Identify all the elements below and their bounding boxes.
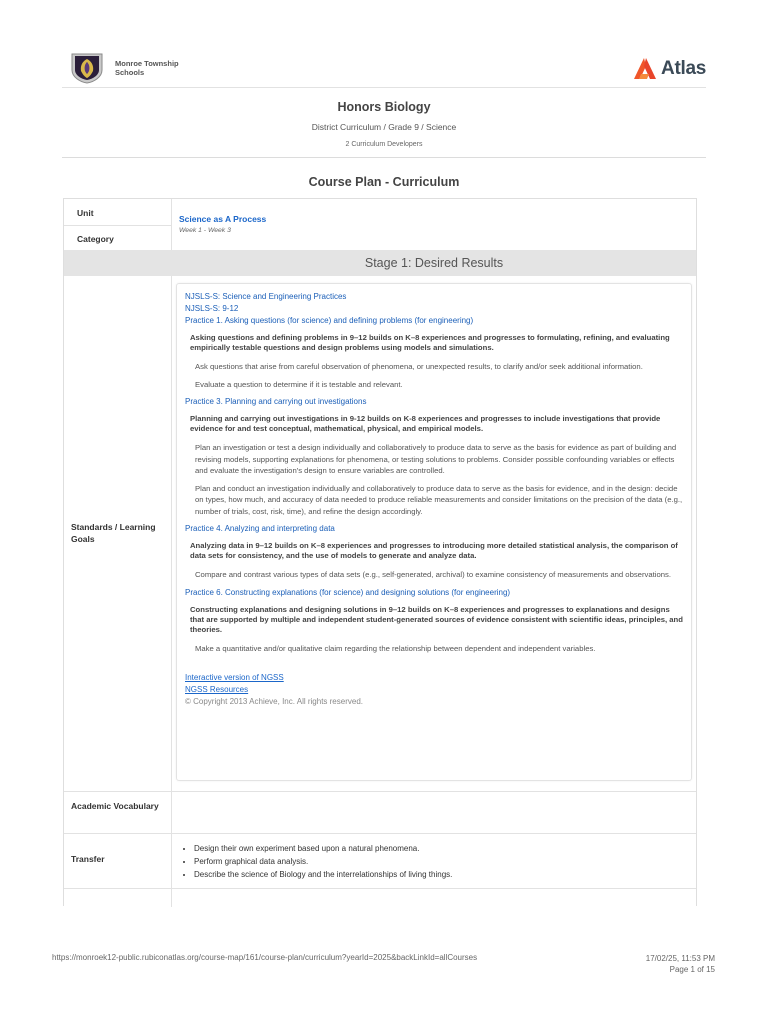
practice-description: Planning and carrying out investigations in 9-12 builds on K-8 experiences and progresses to include investigations that provide evidence for and test conceptual, mathematical, physical, and empirical models.: [190, 414, 661, 433]
list-item: • Design their own experiment based upon a natural phenomena.: [194, 842, 452, 855]
course-title: Honors Biology: [337, 100, 431, 114]
page-header: [62, 50, 706, 88]
school-shield-logo-icon: [70, 52, 104, 84]
copyright-text: © Copyright 2013 Achieve, Inc. All rights reserved.: [185, 697, 363, 706]
standards-card: [176, 283, 692, 781]
column-divider: [171, 276, 172, 907]
practice-description: Constructing explanations and designing solutions in 9–12 builds on K–8 experiences and progresses to explanations and designs that are supported by multiple and independent student-generated sources of evidence consistent with scientific ideas, principles, and theories.: [190, 604, 683, 634]
transfer-list: [194, 842, 452, 881]
list-item: • Perform graphical data analysis.: [194, 855, 452, 868]
ngss-resources-link[interactable]: NGSS Resources: [185, 685, 249, 694]
standards-label: Standards / Learning Goals: [71, 522, 156, 544]
divider: [62, 157, 706, 158]
practice-item: Evaluate a question to determine if it is testable and relevant.: [195, 379, 403, 389]
category-label: Category: [77, 234, 114, 244]
resource-links: [185, 672, 685, 708]
standards-heading: NJSLS-S: Science and Engineering Practices: [185, 292, 347, 301]
footer-meta: [646, 953, 715, 975]
curriculum-developers: 2 Curriculum Developers: [345, 141, 423, 148]
unit-name-link[interactable]: Science as A Process: [179, 214, 267, 224]
atlas-mark-icon: [632, 57, 658, 81]
row-divider: [64, 791, 696, 792]
practice-item: Plan and conduct an investigation individually and collaboratively to produce data to serve as the basis for evidence, and in the design: decide on types, how much, and accuracy of data needed to produce reliable measurements and consider limitations on the precision of the data (e.g., number of trials, cost, risk, time), and refine the design accordingly.: [195, 483, 683, 516]
atlas-logo[interactable]: [632, 56, 706, 82]
footer-url: https://monroek12-public.rubiconatlas.org/course-map/161/course-plan/curriculum?yearId=2025&backLinkId=allCourses: [52, 953, 478, 962]
unit-weeks: Week 1 - Week 3: [179, 227, 231, 234]
practice-title: Practice 6. Constructing explanations (for science) and designing solutions (for engineering): [185, 587, 511, 597]
practice-item: Plan an investigation or test a design individually and collaboratively to produce data to serve as the basis for evidence as part of building and revising models, supporting explanations for phenomena, or testing solutions to problems. Consider possible confounding variables or effects and evaluate the investigation's design to ensure variables are controlled.: [195, 443, 677, 475]
practice-item: Ask questions that arise from careful observation of phenomena, or unexpected results, to clarify and/or seek additional information.: [195, 362, 643, 371]
page-number: Page 1 of 15: [669, 965, 715, 974]
transfer-label: Transfer: [71, 854, 105, 864]
course-plan-table: [63, 198, 697, 906]
row-divider: [64, 225, 172, 226]
practice-title: Practice 4. Analyzing and interpreting data: [185, 524, 335, 533]
plan-title: Course Plan - Curriculum: [308, 175, 460, 189]
row-divider: [64, 833, 696, 834]
ngss-interactive-link[interactable]: Interactive version of NGSS: [185, 673, 284, 682]
course-breadcrumb: District Curriculum / Grade 9 / Science: [311, 122, 457, 132]
practice-title: Practice 3. Planning and carrying out investigations: [185, 397, 367, 406]
list-item: • Describe the science of Biology and the interrelationships of living things.: [194, 868, 452, 881]
stage-title: Stage 1: Desired Results: [364, 256, 504, 270]
academic-vocabulary-label: Academic Vocabulary: [71, 801, 159, 811]
practice-description: Asking questions and defining problems in 9–12 builds on K–8 experiences and progresses to formulating, refining, and evaluating empirically testable questions and design problems using models and simulations.: [190, 333, 670, 352]
standards-grade: NJSLS-S: 9-12: [185, 304, 239, 313]
print-datetime: 17/02/25, 11:53 PM: [645, 954, 715, 963]
row-divider: [64, 888, 696, 889]
practice-title: Practice 1. Asking questions (for science) and defining problems (for engineering): [185, 316, 474, 325]
school-name: Monroe Township Schools: [115, 59, 179, 77]
unit-label: Unit: [77, 208, 94, 218]
atlas-wordmark: Atlas: [661, 58, 706, 79]
stage-header: [64, 250, 696, 276]
practice-description: Analyzing data in 9–12 builds on K–8 experiences and progresses to introducing more detailed statistical analysis, the comparison of data sets for consistency, and the use of models to generate and analyze data.: [190, 541, 678, 560]
practice-item: Make a quantitative and/or qualitative claim regarding the relationship between dependent and independent variables.: [195, 643, 596, 653]
practice-item: Compare and contrast various types of data sets (e.g., self-generated, archival) to examine consistency of measurements and observations.: [195, 570, 672, 579]
